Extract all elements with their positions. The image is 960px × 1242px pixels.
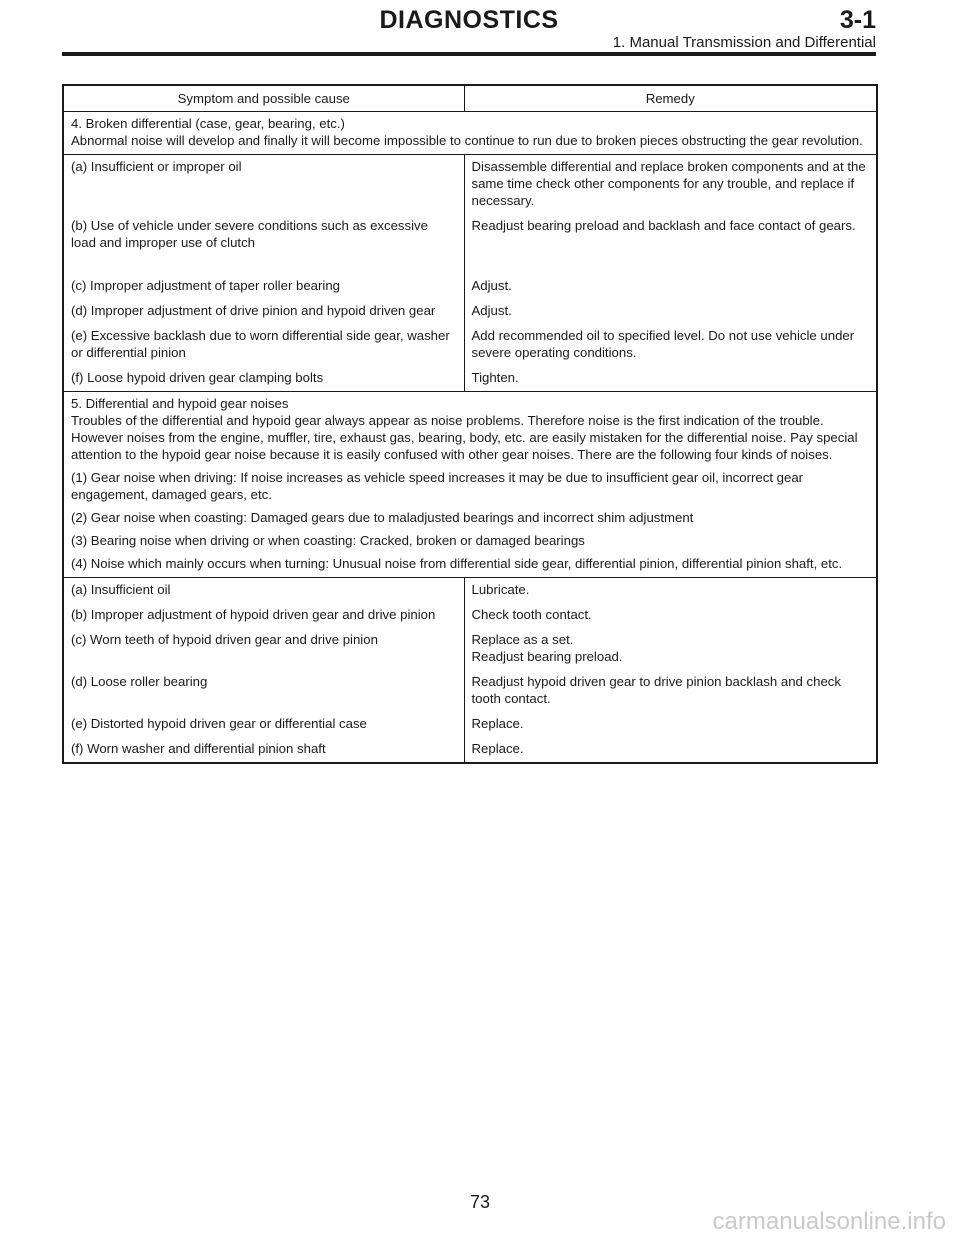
remedy-cell: Disassemble differential and replace broken components and at the same time check other components for any trouble, and replace if necessary.: [464, 155, 877, 215]
table-row: [63, 603, 877, 628]
remedy-cell: Adjust.: [464, 299, 877, 324]
remedy-cell: Replace.: [464, 737, 877, 763]
noise-note: (1) Gear noise when driving: If noise increases as vehicle speed increases it may be due to insufficient gear oil, incorrect gear engagement, damaged gears, etc.: [71, 470, 804, 502]
column-header-remedy: Remedy: [464, 85, 877, 112]
noise-note: (2) Gear noise when coasting: Damaged gears due to maladjusted bearings and incorrect shim adjustment: [71, 510, 694, 525]
group-heading-cell: [63, 392, 877, 578]
group-heading: 5. Differential and hypoid gear noises: [71, 396, 289, 411]
cause-cell: (c) Worn teeth of hypoid driven gear and drive pinion: [63, 628, 464, 670]
group-heading: 4. Broken differential (case, gear, bearing, etc.): [71, 116, 345, 131]
header-rule: [62, 52, 876, 56]
table-row: [63, 712, 877, 737]
column-header-symptom: Symptom and possible cause: [63, 85, 464, 112]
page-title: DIAGNOSTICS: [379, 6, 559, 34]
remedy-cell: Add recommended oil to specified level. Do not use vehicle under severe operating conditions.: [464, 324, 877, 366]
remedy-cell: [464, 628, 877, 670]
cause-cell: (d) Loose roller bearing: [63, 670, 464, 712]
group-description: Troubles of the differential and hypoid gear always appear as noise problems. Therefore noise is the first indication of the trouble. However noises from the engine, muffler, tire, exhaust gas, bearing, body, etc. are easily mistaken for the differential noise. Pay special attention to the hypoid gear noise because it is easily confused with other gear noises. There are the following four kinds of noises.: [71, 413, 858, 462]
cause-cell: (b) Use of vehicle under severe conditions such as excessive load and improper use of clutch: [63, 214, 464, 274]
group-heading-cell: [63, 112, 877, 155]
cause-cell: (f) Worn washer and differential pinion shaft: [63, 737, 464, 763]
page-number: 73: [469, 1192, 491, 1212]
cause-cell: (e) Excessive backlash due to worn differential side gear, washer or differential pinion: [63, 324, 464, 366]
remedy-cell: Adjust.: [464, 274, 877, 299]
section-subtitle: 1. Manual Transmission and Differential: [612, 34, 876, 51]
table-row: [63, 366, 877, 392]
noise-note: (3) Bearing noise when driving or when coasting: Cracked, broken or damaged bearings: [71, 533, 585, 548]
watermark: carmanualsonline.info: [712, 1208, 946, 1235]
remedy-line: Replace as a set.: [471, 632, 574, 647]
remedy-cell: Readjust hypoid driven gear to drive pinion backlash and check tooth contact.: [464, 670, 877, 712]
section-number: 3-1: [839, 6, 876, 34]
cause-cell: (e) Distorted hypoid driven gear or differential case: [63, 712, 464, 737]
noise-note: (4) Noise which mainly occurs when turning: Unusual noise from differential side gear, differential pinion, differential pinion shaft, etc.: [71, 556, 843, 571]
table-row: [63, 155, 877, 215]
table-row: [63, 670, 877, 712]
table-header-row: [63, 85, 877, 112]
remedy-cell: Check tooth contact.: [464, 603, 877, 628]
group-heading-row: [63, 392, 877, 578]
remedy-cell: Lubricate.: [464, 578, 877, 604]
cause-cell: (d) Improper adjustment of drive pinion and hypoid driven gear: [63, 299, 464, 324]
table-row: [63, 299, 877, 324]
table-row: [63, 628, 877, 670]
table-row: [63, 214, 877, 274]
group-intro: [71, 395, 869, 463]
table-row: [63, 274, 877, 299]
table-row: [63, 578, 877, 604]
cause-cell: (a) Insufficient or improper oil: [63, 155, 464, 215]
remedy-cell: Tighten.: [464, 366, 877, 392]
remedy-cell: Replace.: [464, 712, 877, 737]
diagnostics-table: [62, 84, 878, 764]
table-row: [63, 324, 877, 366]
cause-cell: (a) Insufficient oil: [63, 578, 464, 604]
cause-cell: (f) Loose hypoid driven gear clamping bolts: [63, 366, 464, 392]
group-heading-row: [63, 112, 877, 155]
group-description: Abnormal noise will develop and finally it will become impossible to continue to run due to broken pieces obstructing the gear revolution.: [71, 133, 863, 148]
page-header: [62, 0, 876, 58]
remedy-cell: Readjust bearing preload and backlash and face contact of gears.: [464, 214, 877, 274]
cause-cell: (c) Improper adjustment of taper roller bearing: [63, 274, 464, 299]
cause-cell: (b) Improper adjustment of hypoid driven gear and drive pinion: [63, 603, 464, 628]
table-row: [63, 737, 877, 763]
remedy-line: Readjust bearing preload.: [471, 649, 623, 664]
